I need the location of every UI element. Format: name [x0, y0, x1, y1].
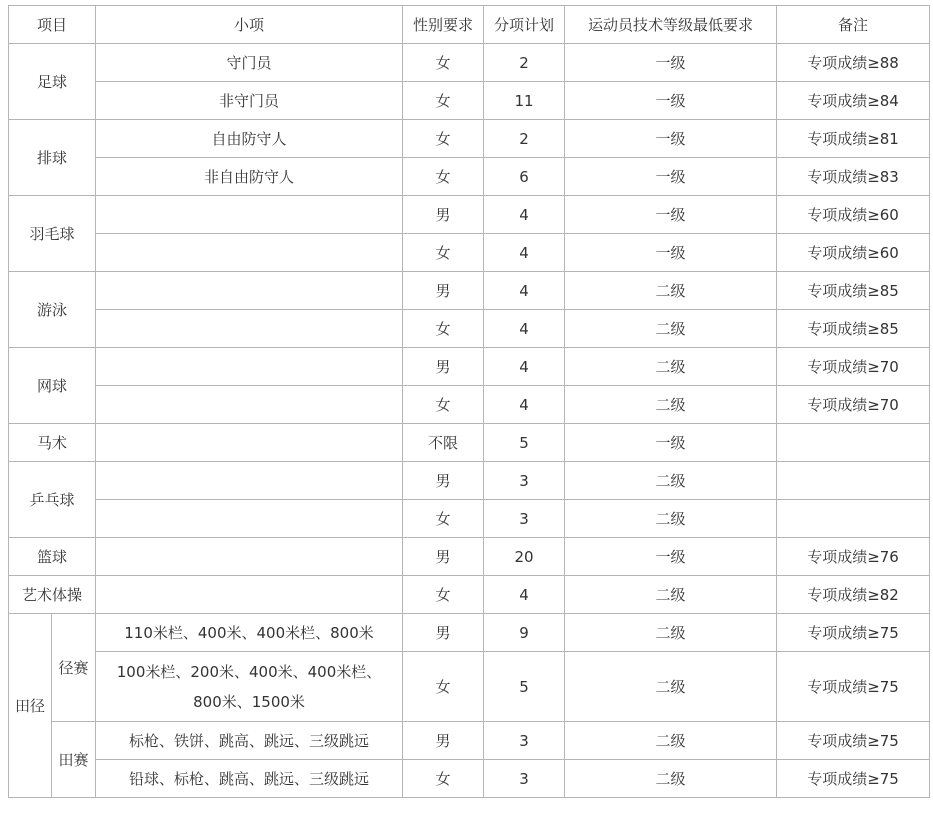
level-cell: 二级: [565, 500, 777, 538]
header-gender: 性别要求: [403, 6, 484, 44]
item-cell: 乒乓球: [9, 462, 96, 538]
level-cell: 一级: [565, 424, 777, 462]
gender-cell: 男: [403, 614, 484, 652]
field-event-cell: 田赛: [52, 722, 96, 798]
level-cell: 二级: [565, 462, 777, 500]
item-cell: 艺术体操: [9, 576, 96, 614]
note-cell: 专项成绩≥70: [777, 386, 930, 424]
level-cell: 二级: [565, 722, 777, 760]
sub-cell: [96, 424, 403, 462]
level-cell: 二级: [565, 760, 777, 798]
gender-cell: 女: [403, 158, 484, 196]
plan-cell: 11: [484, 82, 565, 120]
gender-cell: 女: [403, 44, 484, 82]
item-cell: 网球: [9, 348, 96, 424]
sub-line-2: 800米、1500米: [193, 692, 305, 711]
note-cell: 专项成绩≥60: [777, 196, 930, 234]
table-row: [9, 348, 930, 386]
gender-cell: 女: [403, 120, 484, 158]
sub-cell: 110米栏、400米、400米栏、800米: [96, 614, 403, 652]
item-cell: 马术: [9, 424, 96, 462]
table-row: [9, 424, 930, 462]
level-cell: 一级: [565, 158, 777, 196]
sub-cell: [96, 462, 403, 500]
gender-cell: 男: [403, 722, 484, 760]
sub-cell: [96, 348, 403, 386]
table-row: [9, 120, 930, 158]
plan-cell: 9: [484, 614, 565, 652]
gender-cell: 女: [403, 386, 484, 424]
note-cell: 专项成绩≥83: [777, 158, 930, 196]
level-cell: 二级: [565, 348, 777, 386]
sub-cell: [96, 538, 403, 576]
level-cell: 二级: [565, 576, 777, 614]
note-cell: 专项成绩≥75: [777, 760, 930, 798]
table-row: [9, 82, 930, 120]
level-cell: 一级: [565, 82, 777, 120]
gender-cell: 男: [403, 538, 484, 576]
table-row: [9, 310, 930, 348]
level-cell: 二级: [565, 652, 777, 722]
note-cell: [777, 424, 930, 462]
table-row: [9, 760, 930, 798]
level-cell: 一级: [565, 44, 777, 82]
item-cell: 排球: [9, 120, 96, 196]
sub-cell: [96, 196, 403, 234]
sub-cell: [96, 234, 403, 272]
table-row: [9, 386, 930, 424]
sub-cell: 非自由防守人: [96, 158, 403, 196]
gender-cell: 男: [403, 462, 484, 500]
table-row: [9, 500, 930, 538]
table-row: [9, 576, 930, 614]
table-row: [9, 614, 930, 652]
sub-cell: 铅球、标枪、跳高、跳远、三级跳远: [96, 760, 403, 798]
sub-cell: [96, 652, 403, 722]
table-row: [9, 722, 930, 760]
table-row: [9, 462, 930, 500]
item-cell: 足球: [9, 44, 96, 120]
sub-cell: [96, 500, 403, 538]
item-cell: 羽毛球: [9, 196, 96, 272]
plan-cell: 4: [484, 196, 565, 234]
sub-cell: [96, 386, 403, 424]
track-event-cell: 径赛: [52, 614, 96, 722]
note-cell: 专项成绩≥75: [777, 652, 930, 722]
plan-cell: 4: [484, 386, 565, 424]
note-cell: 专项成绩≥85: [777, 310, 930, 348]
sub-cell: [96, 272, 403, 310]
item-cell: 游泳: [9, 272, 96, 348]
gender-cell: 女: [403, 310, 484, 348]
plan-cell: 5: [484, 652, 565, 722]
level-cell: 二级: [565, 386, 777, 424]
note-cell: 专项成绩≥85: [777, 272, 930, 310]
admission-table: [8, 5, 930, 798]
sub-cell: 标枪、铁饼、跳高、跳远、三级跳远: [96, 722, 403, 760]
table-row: [9, 158, 930, 196]
plan-cell: 3: [484, 722, 565, 760]
plan-cell: 2: [484, 44, 565, 82]
note-cell: [777, 500, 930, 538]
header-level: 运动员技术等级最低要求: [565, 6, 777, 44]
note-cell: 专项成绩≥76: [777, 538, 930, 576]
gender-cell: 男: [403, 196, 484, 234]
gender-cell: 女: [403, 760, 484, 798]
level-cell: 一级: [565, 196, 777, 234]
plan-cell: 4: [484, 348, 565, 386]
sub-cell: 守门员: [96, 44, 403, 82]
table-row: [9, 234, 930, 272]
plan-cell: 20: [484, 538, 565, 576]
gender-cell: 男: [403, 348, 484, 386]
table-row: [9, 538, 930, 576]
plan-cell: 4: [484, 272, 565, 310]
gender-cell: 女: [403, 500, 484, 538]
item-cell: 篮球: [9, 538, 96, 576]
item-cell-track-field: 田径: [9, 614, 52, 798]
sub-cell: 自由防守人: [96, 120, 403, 158]
gender-cell: 女: [403, 234, 484, 272]
sub-cell: [96, 310, 403, 348]
plan-cell: 4: [484, 310, 565, 348]
note-cell: 专项成绩≥81: [777, 120, 930, 158]
note-cell: 专项成绩≥84: [777, 82, 930, 120]
gender-cell: 女: [403, 82, 484, 120]
plan-cell: 6: [484, 158, 565, 196]
header-item: 项目: [9, 6, 96, 44]
gender-cell: 女: [403, 576, 484, 614]
table-row: [9, 652, 930, 722]
gender-cell: 不限: [403, 424, 484, 462]
plan-cell: 2: [484, 120, 565, 158]
plan-cell: 4: [484, 234, 565, 272]
note-cell: 专项成绩≥70: [777, 348, 930, 386]
table-row: [9, 196, 930, 234]
level-cell: 一级: [565, 120, 777, 158]
gender-cell: 男: [403, 272, 484, 310]
header-row: [9, 6, 930, 44]
table-row: [9, 272, 930, 310]
note-cell: 专项成绩≥60: [777, 234, 930, 272]
level-cell: 二级: [565, 310, 777, 348]
level-cell: 二级: [565, 272, 777, 310]
plan-cell: 3: [484, 500, 565, 538]
note-cell: 专项成绩≥88: [777, 44, 930, 82]
plan-cell: 4: [484, 576, 565, 614]
sub-line-1: 100米栏、200米、400米、400米栏、: [116, 662, 382, 681]
header-plan: 分项计划: [484, 6, 565, 44]
gender-cell: 女: [403, 652, 484, 722]
level-cell: 一级: [565, 234, 777, 272]
header-note: 备注: [777, 6, 930, 44]
note-cell: [777, 462, 930, 500]
level-cell: 二级: [565, 614, 777, 652]
plan-cell: 3: [484, 462, 565, 500]
note-cell: 专项成绩≥82: [777, 576, 930, 614]
plan-cell: 5: [484, 424, 565, 462]
sub-cell: [96, 576, 403, 614]
note-cell: 专项成绩≥75: [777, 722, 930, 760]
table-row: [9, 44, 930, 82]
header-sub: 小项: [96, 6, 403, 44]
plan-cell: 3: [484, 760, 565, 798]
level-cell: 一级: [565, 538, 777, 576]
sub-cell: 非守门员: [96, 82, 403, 120]
note-cell: 专项成绩≥75: [777, 614, 930, 652]
